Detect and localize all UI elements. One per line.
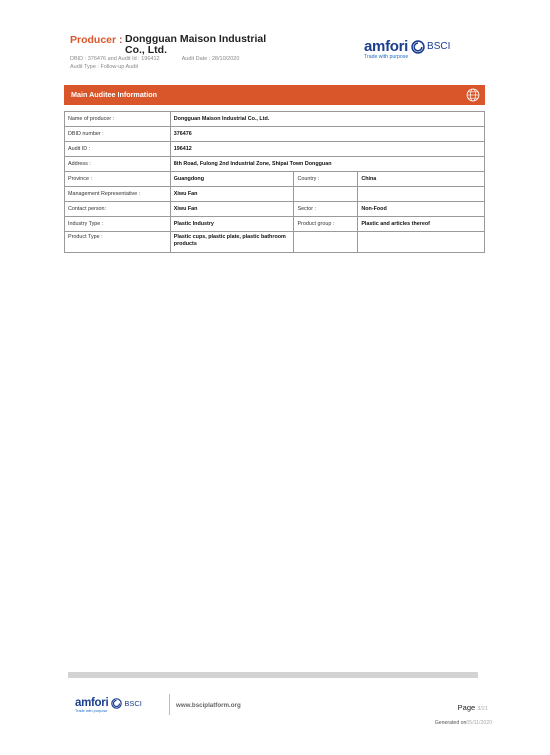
table-row: [65, 217, 485, 232]
row-value: 376476: [170, 127, 484, 142]
row-value: Plastic cups, plastic plate, plastic bathroom products: [170, 232, 294, 253]
row-label-2: [294, 187, 358, 202]
generated-label: Generated on: [434, 720, 467, 726]
globe-icon: [466, 88, 480, 102]
audit-type: Audit Type : Follow-up Audit: [70, 64, 139, 70]
footer-divider: [169, 694, 170, 715]
row-value-2: China: [358, 172, 485, 187]
table-row: [65, 142, 485, 157]
footer-amfori-logo: [75, 697, 142, 709]
row-label: Province :: [65, 172, 171, 187]
logo-tagline: Trade with purpose: [364, 54, 409, 60]
row-value: Plastic Industry: [170, 217, 294, 232]
row-label: Management Representative :: [65, 187, 171, 202]
row-label-2: Product group :: [294, 217, 358, 232]
audit-meta-line: [70, 56, 239, 62]
logo-bsci: BSCI: [427, 41, 451, 52]
table-row: [65, 232, 485, 253]
producer-label: Producer :: [70, 34, 123, 46]
page-number: 3/21: [477, 706, 488, 712]
row-value: Xiwu Fan: [170, 202, 294, 217]
row-value: 196412: [170, 142, 484, 157]
table-row: [65, 202, 485, 217]
row-value: 8th Road, Fulong 2nd Industrial Zone, Shipai Town Dongguan: [170, 157, 484, 172]
row-label: Product Type :: [65, 232, 171, 253]
generated-date: 05/11/2020: [466, 720, 492, 726]
row-label: Address :: [65, 157, 171, 172]
row-label: Contact person:: [65, 202, 171, 217]
row-label-2: Country :: [294, 172, 358, 187]
page-indicator: [458, 703, 488, 712]
row-label: Audit ID :: [65, 142, 171, 157]
auditee-info-table: [64, 111, 485, 253]
producer-name: Dongguan Maison Industrial Co., Ltd.: [125, 33, 267, 56]
footer-logo-wordmark: amfori: [75, 697, 109, 709]
dbid-audit-id: DBID : 376476 and Audit Id : 196412: [70, 56, 160, 62]
table-row: [65, 127, 485, 142]
amfori-logo: [364, 38, 450, 55]
row-label: Industry Type :: [65, 217, 171, 232]
table-row: [65, 187, 485, 202]
row-label-2: [294, 232, 358, 253]
footer-logo-tagline: Trade with purpose: [75, 709, 108, 713]
row-value-2: [358, 187, 485, 202]
table-row: [65, 157, 485, 172]
footer-logo-bsci: BSCI: [124, 698, 142, 708]
page-label: Page: [457, 703, 476, 712]
section-title: Main Auditee Information: [71, 90, 157, 99]
generated-on: [435, 720, 492, 726]
row-value: Xiwu Fan: [170, 187, 294, 202]
footer-rule: [68, 672, 478, 678]
section-header: [64, 85, 485, 105]
table-row: [65, 112, 485, 127]
row-value: Dongguan Maison Industrial Co., Ltd.: [170, 112, 484, 127]
row-value-2: Plastic and articles thereof: [358, 217, 485, 232]
table-row: [65, 172, 485, 187]
footer-website-link[interactable]: www.bsciplatform.org: [176, 702, 241, 709]
row-label: DBID number :: [65, 127, 171, 142]
row-value-2: Non-Food: [358, 202, 485, 217]
logo-wordmark: amfori: [364, 38, 409, 55]
row-label: Name of producer :: [65, 112, 171, 127]
row-label-2: Sector :: [294, 202, 358, 217]
footer-bsci-circle-icon: [111, 698, 122, 709]
audit-date: Audit Date : 28/10/2020: [181, 56, 240, 62]
bsci-circle-icon: [411, 40, 425, 54]
row-value: Guangdong: [170, 172, 294, 187]
row-value-2: [358, 232, 485, 253]
